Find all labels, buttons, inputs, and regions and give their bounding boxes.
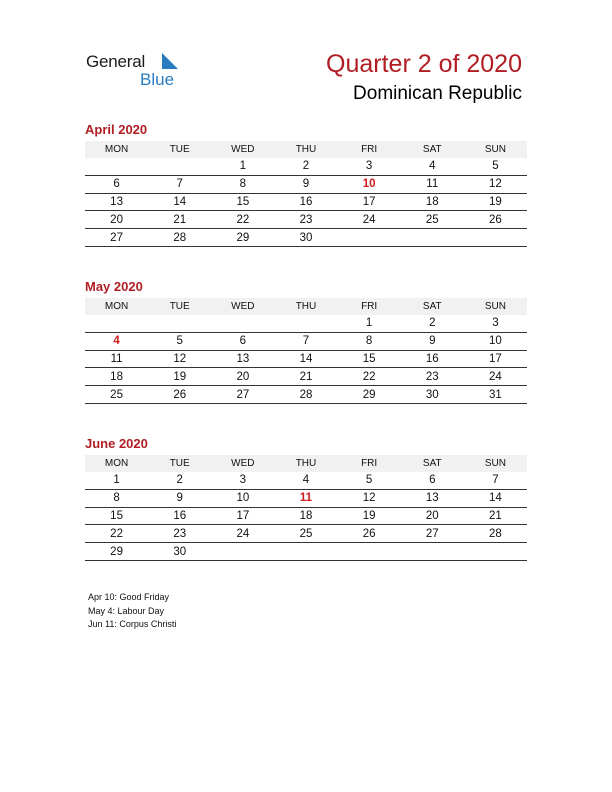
day-cell: 9 <box>274 175 337 193</box>
day-cell: 3 <box>338 158 401 175</box>
day-cell: 14 <box>464 489 527 507</box>
day-cell: 3 <box>211 472 274 489</box>
day-cell: 14 <box>148 193 211 211</box>
day-cell: 11 <box>85 350 148 368</box>
day-cell: 6 <box>401 472 464 489</box>
day-cell: 27 <box>85 229 148 247</box>
day-cell: 5 <box>464 158 527 175</box>
day-cell: 29 <box>338 386 401 404</box>
day-cell: 2 <box>401 315 464 332</box>
weekday-header: THU <box>274 455 337 472</box>
month-title: June 2020 <box>85 436 148 451</box>
day-cell: 4 <box>85 332 148 350</box>
day-cell: 25 <box>401 211 464 229</box>
day-cell: 19 <box>148 368 211 386</box>
week-row <box>85 315 527 332</box>
logo-text-blue: Blue <box>140 70 175 89</box>
day-cell <box>464 543 527 561</box>
day-cell: 22 <box>85 525 148 543</box>
day-cell: 16 <box>148 507 211 525</box>
day-cell <box>274 543 337 561</box>
day-cell: 5 <box>148 332 211 350</box>
holiday-note: May 4: Labour Day <box>88 605 165 616</box>
weekday-header: MON <box>85 298 148 315</box>
week-row <box>85 332 527 350</box>
logo-text-general: General <box>86 52 146 71</box>
day-cell: 5 <box>338 472 401 489</box>
day-cell: 22 <box>338 368 401 386</box>
day-cell <box>401 229 464 247</box>
day-cell: 26 <box>464 211 527 229</box>
weekday-header: TUE <box>148 455 211 472</box>
day-cell: 20 <box>401 507 464 525</box>
week-row <box>85 525 527 543</box>
day-cell <box>211 543 274 561</box>
day-cell: 30 <box>401 386 464 404</box>
day-cell: 11 <box>274 489 337 507</box>
day-cell: 21 <box>464 507 527 525</box>
weekday-header-row <box>85 298 527 315</box>
day-cell: 10 <box>211 489 274 507</box>
day-cell: 26 <box>338 525 401 543</box>
day-cell: 8 <box>85 489 148 507</box>
day-cell: 18 <box>85 368 148 386</box>
weekday-header: FRI <box>338 455 401 472</box>
day-cell: 1 <box>338 315 401 332</box>
holiday-note: Jun 11: Corpus Christi <box>88 619 177 629</box>
week-row <box>85 386 527 404</box>
day-cell: 21 <box>148 211 211 229</box>
day-cell: 4 <box>401 158 464 175</box>
day-cell: 7 <box>148 175 211 193</box>
week-row <box>85 507 527 525</box>
day-cell <box>85 315 148 332</box>
weekday-header: SAT <box>401 455 464 472</box>
brand-logo <box>86 52 196 92</box>
holiday-list <box>88 591 176 632</box>
week-row <box>85 229 527 247</box>
day-cell: 1 <box>211 158 274 175</box>
weekday-header: MON <box>85 141 148 158</box>
day-cell: 13 <box>85 193 148 211</box>
day-cell: 10 <box>464 332 527 350</box>
day-cell: 2 <box>148 472 211 489</box>
day-cell: 3 <box>464 315 527 332</box>
day-cell: 24 <box>211 525 274 543</box>
day-cell: 17 <box>211 507 274 525</box>
day-cell: 23 <box>401 368 464 386</box>
day-cell: 4 <box>274 472 337 489</box>
weekday-header: WED <box>211 298 274 315</box>
weekday-header: THU <box>274 298 337 315</box>
day-cell: 11 <box>401 175 464 193</box>
day-cell: 16 <box>274 193 337 211</box>
weekday-header: SAT <box>401 298 464 315</box>
day-cell: 21 <box>274 368 337 386</box>
day-cell: 19 <box>464 193 527 211</box>
day-cell: 12 <box>464 175 527 193</box>
weekday-header: WED <box>211 455 274 472</box>
day-cell: 27 <box>401 525 464 543</box>
day-cell: 24 <box>338 211 401 229</box>
weekday-header-row <box>85 141 527 158</box>
day-cell: 28 <box>464 525 527 543</box>
day-cell: 28 <box>148 229 211 247</box>
weekday-header: FRI <box>338 298 401 315</box>
week-row <box>85 368 527 386</box>
day-cell <box>338 543 401 561</box>
weekday-header: SUN <box>464 141 527 158</box>
week-row <box>85 489 527 507</box>
weekday-header: SUN <box>464 298 527 315</box>
week-row <box>85 211 527 229</box>
day-cell: 17 <box>338 193 401 211</box>
day-cell <box>401 543 464 561</box>
day-cell: 25 <box>274 525 337 543</box>
day-cell: 7 <box>274 332 337 350</box>
day-cell: 28 <box>274 386 337 404</box>
month-title: April 2020 <box>85 122 148 137</box>
day-cell: 20 <box>211 368 274 386</box>
day-cell: 1 <box>85 472 148 489</box>
month-calendar-april <box>85 122 527 247</box>
weekday-header: THU <box>274 141 337 158</box>
day-cell <box>211 315 274 332</box>
day-cell <box>148 315 211 332</box>
day-cell: 6 <box>85 175 148 193</box>
calendar-grid <box>85 298 527 404</box>
day-cell: 6 <box>211 332 274 350</box>
day-cell: 18 <box>274 507 337 525</box>
day-cell: 9 <box>401 332 464 350</box>
calendar-grid <box>85 141 527 247</box>
day-cell: 27 <box>211 386 274 404</box>
weekday-header: FRI <box>338 141 401 158</box>
day-cell: 2 <box>274 158 337 175</box>
weekday-header: SAT <box>401 141 464 158</box>
day-cell: 10 <box>338 175 401 193</box>
day-cell: 9 <box>148 489 211 507</box>
week-row <box>85 472 527 489</box>
day-cell: 12 <box>338 489 401 507</box>
day-cell: 29 <box>85 543 148 561</box>
day-cell: 15 <box>211 193 274 211</box>
week-row <box>85 175 527 193</box>
month-calendar-may <box>85 279 527 404</box>
day-cell: 7 <box>464 472 527 489</box>
weekday-header: TUE <box>148 298 211 315</box>
page-subtitle: Dominican Republic <box>353 83 522 104</box>
day-cell: 19 <box>338 507 401 525</box>
day-cell <box>274 315 337 332</box>
day-cell: 8 <box>338 332 401 350</box>
weekday-header: TUE <box>148 141 211 158</box>
day-cell: 22 <box>211 211 274 229</box>
month-calendar-june <box>85 436 527 561</box>
day-cell <box>464 229 527 247</box>
day-cell: 8 <box>211 175 274 193</box>
day-cell <box>338 229 401 247</box>
weekday-header: MON <box>85 455 148 472</box>
week-row <box>85 193 527 211</box>
day-cell: 25 <box>85 386 148 404</box>
day-cell: 16 <box>401 350 464 368</box>
day-cell: 12 <box>148 350 211 368</box>
day-cell: 13 <box>211 350 274 368</box>
day-cell: 20 <box>85 211 148 229</box>
month-title: May 2020 <box>85 279 143 294</box>
day-cell: 30 <box>148 543 211 561</box>
week-row <box>85 350 527 368</box>
day-cell: 31 <box>464 386 527 404</box>
weekday-header-row <box>85 455 527 472</box>
day-cell: 26 <box>148 386 211 404</box>
day-cell: 23 <box>148 525 211 543</box>
week-row <box>85 543 527 561</box>
day-cell: 23 <box>274 211 337 229</box>
day-cell: 24 <box>464 368 527 386</box>
weekday-header: WED <box>211 141 274 158</box>
day-cell: 18 <box>401 193 464 211</box>
day-cell: 15 <box>85 507 148 525</box>
day-cell: 17 <box>464 350 527 368</box>
day-cell: 15 <box>338 350 401 368</box>
day-cell: 13 <box>401 489 464 507</box>
weekday-header: SUN <box>464 455 527 472</box>
day-cell: 14 <box>274 350 337 368</box>
day-cell <box>85 158 148 175</box>
week-row <box>85 158 527 175</box>
logo-triangle-icon <box>162 53 178 69</box>
day-cell <box>148 158 211 175</box>
day-cell: 29 <box>211 229 274 247</box>
calendar-grid <box>85 455 527 561</box>
day-cell: 30 <box>274 229 337 247</box>
page-title: Quarter 2 of 2020 <box>326 50 522 78</box>
holiday-note: Apr 10: Good Friday <box>88 592 170 602</box>
